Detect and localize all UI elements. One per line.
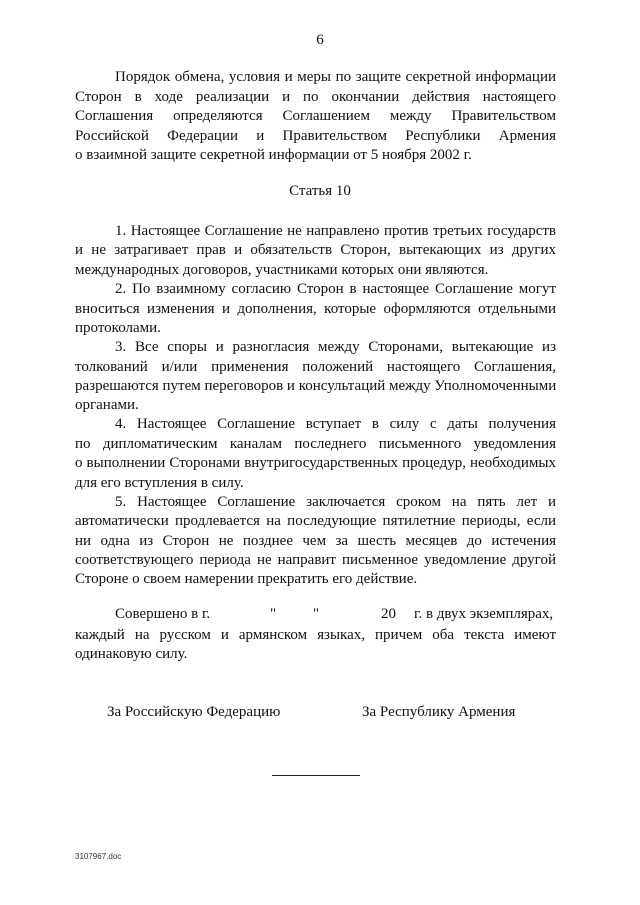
text-line: 4. Настоящее Соглашение вступает в силу с даты получения: [115, 416, 556, 432]
done-year-prefix: 20: [381, 606, 396, 622]
text-line: органами.: [75, 397, 139, 413]
done-copies-text: г. в двух экземплярах,: [414, 606, 554, 622]
text-line: о взаимной защите секретной информации от 5 ноября 2002 г.: [75, 147, 472, 163]
text-line: 2. По взаимному согласию Сторон в настоящее Соглашение могут: [115, 281, 556, 297]
text-line: по дипломатическим каналам последнего письменного уведомления: [75, 436, 556, 452]
article-heading: Статья 10: [289, 183, 351, 199]
text-line: ни одна из Сторон не позднее чем за шесть месяцев до истечения: [75, 533, 556, 549]
text-line: международных договоров, участниками которых они являются.: [75, 262, 489, 278]
done-quote-open: ": [270, 606, 277, 622]
page-number: 6: [316, 32, 324, 48]
signature-armenia: За Республику Армения: [362, 704, 516, 720]
text-line: и не затрагивает прав и обязательств Сторон, вытекающих из других: [75, 242, 556, 258]
done-place-label: Совершено в г.: [115, 606, 211, 622]
text-line: Сторон в ходе реализации и по окончании действия настоящего: [75, 89, 556, 105]
divider-rule: [272, 775, 360, 776]
text-line: Стороне о своем намерении прекратить его действие.: [75, 571, 418, 587]
text-line: соответствующего периода не направит письменное уведомление другой: [75, 552, 556, 568]
text-line: Соглашения определяются Соглашением между Правительством: [75, 108, 556, 124]
text-line: разрешаются путем переговоров и консультаций между Уполномоченными: [75, 378, 557, 394]
text-line: 1. Настоящее Соглашение не направлено против третьих государств: [115, 223, 556, 239]
signature-russia: За Российскую Федерацию: [107, 704, 281, 720]
footer-doc-code: 3107967.doc: [75, 852, 122, 861]
text-line: 5. Настоящее Соглашение заключается сроком на пять лет и: [115, 494, 556, 510]
text-line: о выполнении Сторонами внутригосударственных процедур, необходимых: [75, 455, 556, 471]
text-line: каждый на русском и армянском языках, причем оба текста имеют: [75, 627, 556, 643]
text-line: 3. Все споры и разногласия между Сторонами, вытекающие из: [115, 339, 556, 355]
text-line: для его вступления в силу.: [75, 475, 244, 491]
text-line: Российской Федерации и Правительством Республики Армения: [75, 128, 556, 144]
text-line: толкований и/или применения положений настоящего Соглашения,: [75, 359, 556, 375]
text-line: Порядок обмена, условия и меры по защите секретной информации: [115, 69, 556, 85]
done-quote-close: ": [313, 606, 320, 622]
text-line: одинаковую силу.: [75, 646, 188, 662]
text-line: вноситься изменения и дополнения, которые оформляются отдельными: [75, 301, 556, 317]
text-line: протоколами.: [75, 320, 161, 336]
text-line: автоматически продлевается на последующие пятилетние периоды, если: [75, 513, 556, 529]
